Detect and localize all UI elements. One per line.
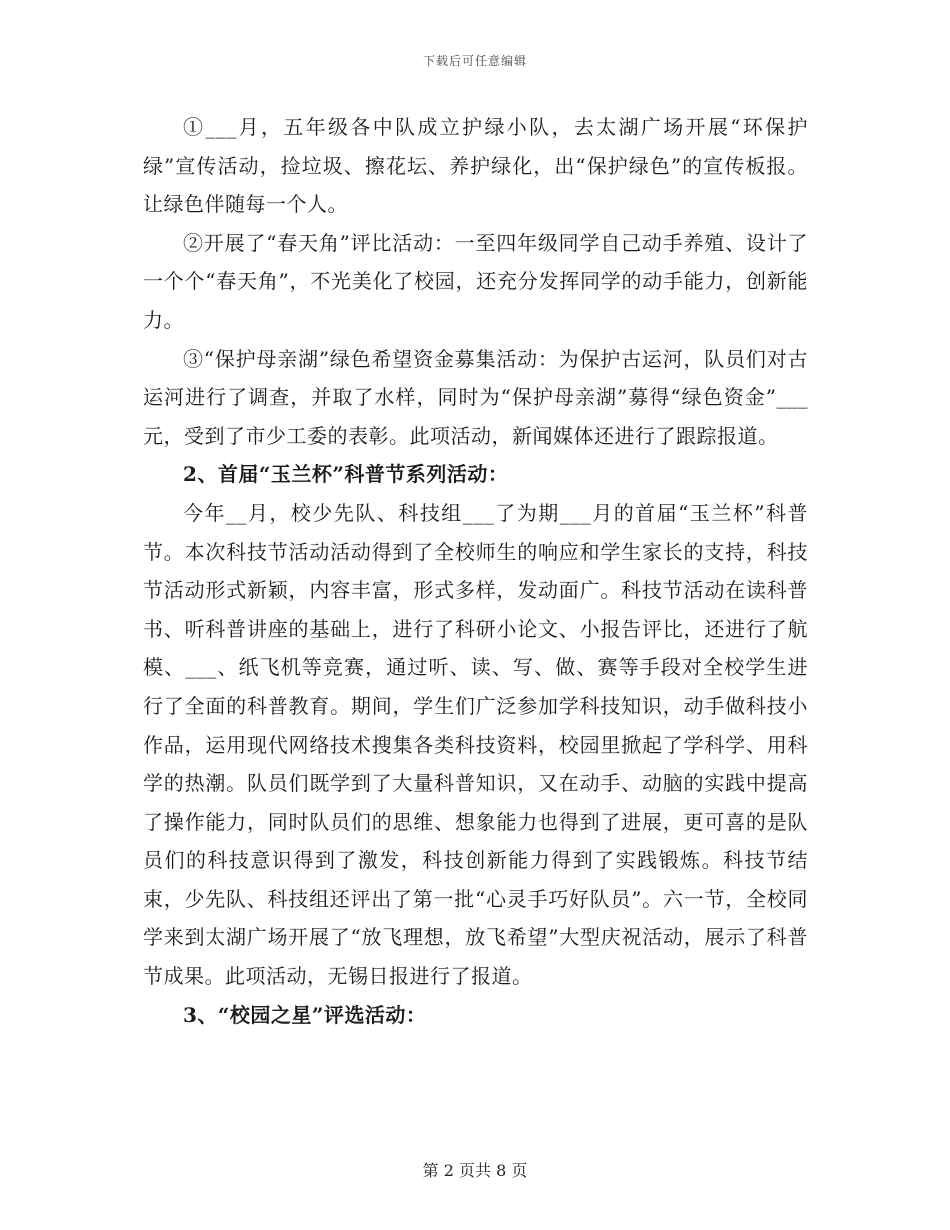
document-body — [143, 108, 808, 1034]
paragraph-item-2: ②开展了“春天角”评比活动：一至四年级同学自己动手养殖、设计了一个个“春天角”，不光美化了校园，还充分发挥同学的动手能力，创新能力。 — [143, 230, 808, 332]
page-number: 第 2 页共 8 页 — [422, 1161, 528, 1180]
paragraph-item-1: ①___月，五年级各中队成立护绿小队，去太湖广场开展“环保护绿”宣传活动，捡垃圾、擦花坛、养护绿化，出“保护绿色”的宣传板报。让绿色伴随每一个人。 — [143, 115, 808, 217]
section-heading-2: 2、首届“玉兰杯”科普节系列活动： — [183, 462, 509, 487]
paragraph-item-3: ③“保护母亲湖”绿色希望资金募集活动：为保护古运河，队员们对古运河进行了调查，并取了水样，同时为“保护母亲湖”募得“绿色资金”___元，受到了市少工委的表彰。此项活动，新闻媒体还进行了跟踪报道。 — [143, 346, 808, 448]
section-heading-3: 3、“校园之星”评选活动： — [183, 1002, 427, 1027]
paragraph-science-festival: 今年__月，校少先队、科技组___了为期___月的首届“玉兰杯”科普节。本次科技节活动活动得到了全校师生的响应和学生家长的支持，科技节活动形式新颖，内容丰富，形式多样，发动面广。科技节活动在读科普书、听科普讲座的基础上，进行了科研小论文、小报告评比，还进行了航模、___、纸飞机等竞赛，通过听、读、写、做、赛等手段对全校学生进行了全面的科普教育。期间，学生们广泛参加学科技知识，动手做科技小作品，运用现代网络技术搜集各类科技资料，校园里掀起了学科学、用科学的热潮。队员们既学到了大量科普知识，又在动手、动脑的实践中提高了操作能力，同时队员们的思维、想象能力也得到了进展，更可喜的是队员们的科技意识得到了激发，科技创新能力得到了实践锻炼。科技节结束，少先队、科技组还评出了第一批“心灵手巧好队员”。六一节，全校同学来到太湖广场开展了“放飞理想，放飞希望”大型庆祝活动，展示了科普节成果。此项活动，无锡日报进行了报道。 — [143, 500, 808, 989]
page-header-note: 下载后可任意编辑 — [422, 54, 527, 68]
